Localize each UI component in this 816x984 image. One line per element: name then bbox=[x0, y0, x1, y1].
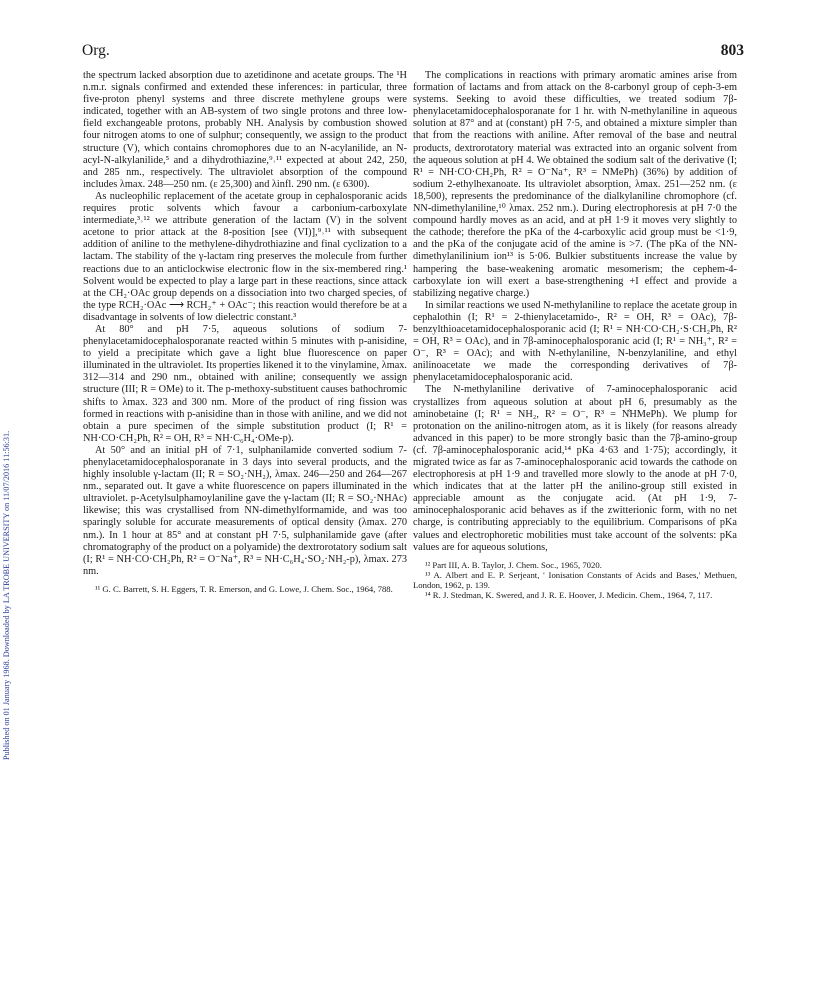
footnote: ¹⁴ R. J. Stedman, K. Swered, and J. R. E. Hoover, J. Medicin. Chem., 1964, 7, 117. bbox=[425, 590, 713, 601]
footnote: ¹¹ G. C. Barrett, S. H. Eggers, T. R. Emerson, and G. Lowe, J. Chem. Soc., 1964, 788. bbox=[95, 583, 393, 594]
paragraph: The N-methylaniline derivative of 7-aminocephalosporanic acid crystallizes from aqueous solution at about pH 6, presumably as the aminobetaine (I; R¹ = NH₂, R² = O⁻, R³ = N̊HMePh). We plump for protonation on the anilino-nitrogen atom, as it is likely (for reasons already advanced in this paper) to be more strongly basic than the 7β-amino-group (cf. 7β-aminocephalosporanic acid,¹⁴ pKa 4·63 and 1·75); accordingly, it migrated twice as far as 7-aminocephalosporanic acid towards the cathode on electrophoresis at pH 1·9 and travelled more slowly to the anode at pH 7·0, which indicates that at the latter pH the anilino-group still existed in appreciable amount as the conjugate acid. (At pH 1·9, 7-aminocephalosporanic acid behaves as if the zwitterionic form, with no net charge, is contributing appreciably to the equilibrium. Comparisons of pKa values and electrophoretic mobilities must take account of the solvents: pKa values are for aqueous solutions, bbox=[413, 384, 737, 553]
footnote: ¹³ A. Albert and E. P. Serjeant, ' Ionisation Constants of Acids and Bases,' Methuen, London, 1962, p. 139. bbox=[413, 569, 737, 591]
published-download-note: Published on 01 January 1968. Downloaded by LA TROBE UNIVERSITY on 11/07/2016 11:56:31. bbox=[2, 430, 11, 760]
paragraph: At 50° and an initial pH of 7·1, sulphanilamide converted sodium 7-phenylacetamidocephalosporanate in 3 days into several products, and the highly insoluble γ-lactam (II; R = SO₂·NH₂), λmax. 246—250 and 264—267 nm., separated out. It gave a white fluorescence on papers illuminated in the ultraviolet. p-Acetylsulphamoylaniline gave the γ-lactam (II; R = SO₂·NHAc) likewise; this was crystallised from NN-dimethylformamide, and was too sparingly soluble for accurate measurements of optical density (λmax. 270 nm.). In 1 hour at 85° and at constant pH 7·5, sulphanilamide gave (after chromatography of the product on a polyamide) the dextrorotatory sodium salt (I; R¹ = NH·CO·CH₂Ph, R² = O⁻Na⁺, R³ = NH·C₆H₄·SO₂·NH₂-p), λmax. 273 nm. bbox=[83, 444, 407, 577]
paragraph: At 80° and pH 7·5, aqueous solutions of sodium 7-phenylacetamidocephalosporanate reacted within 5 minutes with p-anisidine, to yield a precipitate which gave a light blue fluorescence on paper illuminated in the ultraviolet. Its properties likened it to the vinylamine, λmax. 312—314 and 290 nm., obtained with aniline; consequently we assign structure (III; R = OMe) to it. The p-methoxy-substituent causes bathochromic shifts to λmax. 323 and 300 nm. More of the product of ring fission was formed in reactions with p-anisidine than in those with aniline, and we did not obtain a pure specimen of the simple substitution product (I; R¹ = NH·CO·CH₂Ph, R² = OH, R³ = NH·C₆H₄·OMe-p). bbox=[83, 323, 407, 444]
paragraph: In similar reactions we used N-methylaniline to replace the acetate group in cephalothin (I; R¹ = 2-thienylacetamido-, R² = OH, R³ = OAc), 7β-benzylthioacetamidocephalosporanic acid (I; R¹ = NH·CO·CH₂·S·CH₂Ph, R² = OH, R³ = OAc), and in 7β-aminocephalosporanic acid (I; R¹ = NH₃⁺, R² = O⁻, R³ = OAc); and with N-ethylaniline, N-benzylaniline, and ethyl anilinoacetate we made the corresponding derivatives of 7β-phenylacetamidocephalosporanic acid. bbox=[413, 299, 737, 384]
paragraph: The complications in reactions with primary aromatic amines arise from formation of lactams and from attack on the 8-carbonyl group of ceph-3-em systems. Seeking to avoid these difficulties, we treated sodium 7β-phenylacetamidocephalosporanate for 1 hr. with N-methylaniline in aqueous solution at 87° and at (constant) pH 7·5, and obtained a mixture simpler than that from the reactions with aniline. After removal of the base and neutral products, dextrorotatory material was extracted into an organic solvent from the aqueous solution at pH 4. We obtained the sodium salt of the derivative (I; R¹ = NH·CO·CH₂Ph, R² = O⁻Na⁺, R³ = NMePh) (36%) by addition of sodium 2-ethylhexanoate. Its ultraviolet absorption, λmax. 251—252 nm. (ε 18,500), represents the predominance of the dialkylaniline chromophore (cf. NN-dimethylaniline,¹⁰ λmax. 252 nm.). During electrophoresis at pH 7·0 the compound hardly moves as an acid, and at pH 1·9 it moves very slightly to the cathode; therefore the pKa of the 4-carboxylic acid group must be <1·9, and the pKa of the conjugate acid of the amine is >7. (The pKa of the NN-dimethylanilinium ion¹³ is 5·06. Bulkier substituents increase the value by hampering the base-weakening aromatic mesomerism; the cephem-4-carboxylate ion will exert a base-strengthening +I effect and provide a stabilizing negative charge.) bbox=[413, 70, 737, 299]
page-number: 803 bbox=[720, 42, 744, 59]
right-column bbox=[413, 70, 737, 601]
footnotes bbox=[83, 584, 407, 594]
journal-section-header: Org. bbox=[82, 42, 110, 59]
download-watermark bbox=[2, 230, 16, 760]
paragraph: As nucleophilic replacement of the acetate group in cephalosporanic acids requires protic solvents which favour a carbonium-carboxylate intermediate,³˒¹² we attribute generation of the lactam (V) in the solvent acetone to prior attack at the 8-position [see (VI)],⁹˒¹¹ with subsequent addition of aniline to the methylene-dihydrothiazine and final cyclization to a lactam. The stability of the γ-lactam ring preserves the molecule from further reactions due to an anticlockwise electronic flow in the six-membered ring.¹ Solvent would be expected to play a large part in these reactions, since attack at the CH₂·OAc group depends on a dissociation into two charged species, of the type RCH₂·OAc ⟶ RCH₂⁺ + OAc⁻; this reaction would therefore be at a disadvantage in solvents of low dielectric constant.³ bbox=[83, 190, 407, 323]
footnote: ¹² Part III, A. B. Taylor, J. Chem. Soc., 1965, 7020. bbox=[425, 559, 602, 570]
left-column bbox=[83, 70, 407, 594]
paragraph: the spectrum lacked absorption due to azetidinone and acetate groups. The ¹H n.m.r. signals confirmed and extended these inferences: in particular, three five-proton phenyl systems and three discrete methylene groups were indicated, together with an AB-system of two single protons and three low-field exchangeable protons, probably NH. Analysis by combustion showed four nitrogen atoms to one of sulphur; consequently, we assign to the product structure (V), which contains chromophores due to an N-acylanilide, an N-acyl-N-alkylanilide,⁵ and a dihydrothiazine,⁹˒¹¹ expected at about 242, 250, and 285 nm., respectively. The ultraviolet absorption of the compound includes λmax. 248—250 nm. (ε 25,300) and λinfl. 290 nm. (ε 6300). bbox=[83, 70, 407, 190]
footnotes bbox=[413, 560, 737, 601]
